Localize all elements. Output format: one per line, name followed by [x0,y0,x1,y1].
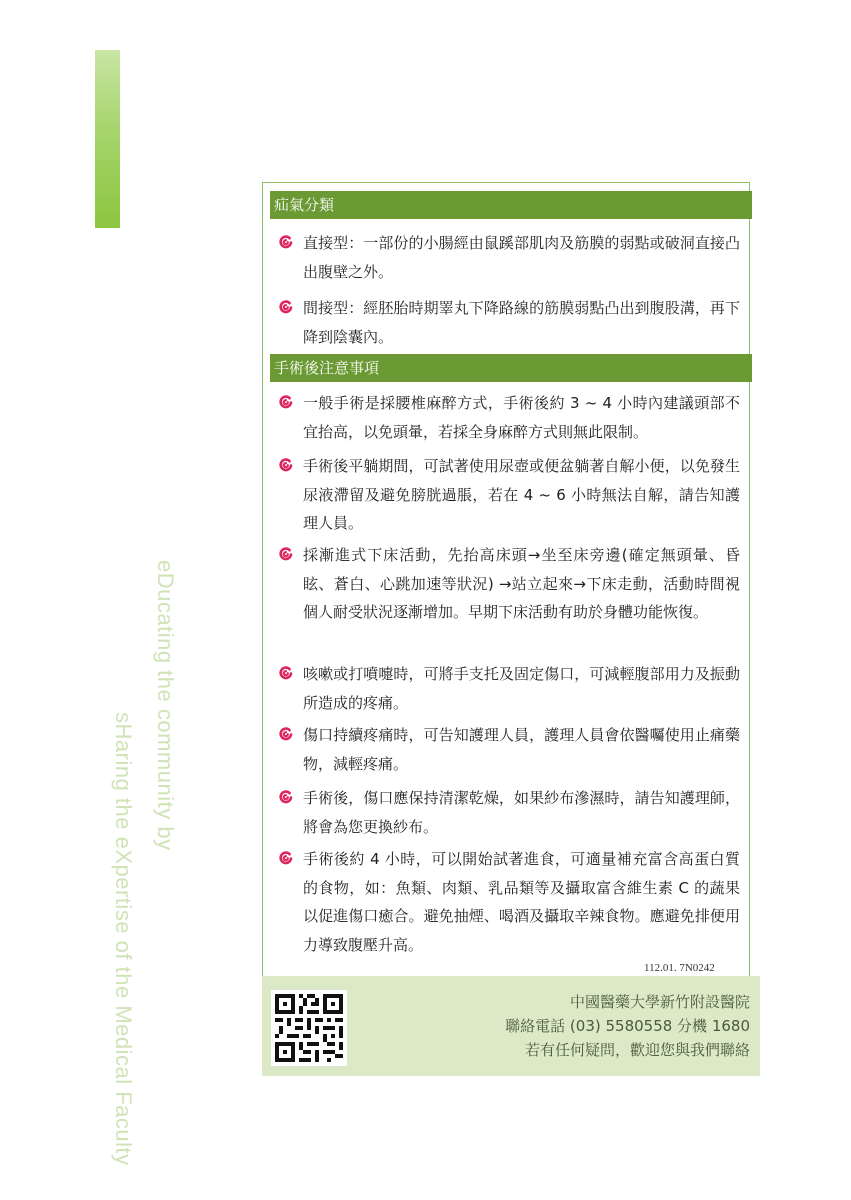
item-text: 直接型：一部份的小腸經由鼠蹊部肌肉及筋膜的弱點或破洞直接凸出腹壁之外。 [303,234,740,281]
list-item [278,721,740,778]
list-item [278,294,740,351]
swirl-bullet-icon [278,789,294,805]
list-item [278,541,740,627]
item-text: 咳嗽或打噴嚏時，可將手支托及固定傷口，可減輕腹部用力及振動所造成的疼痛。 [303,665,740,712]
section-header-postop-care: 手術後注意事項 [270,354,752,382]
qr-code[interactable] [271,990,347,1066]
item-text: 手術後平躺期間，可試著使用尿壺或便盆躺著自解小便，以免發生尿液滯留及避免膀胱過脹，若在 4 ~ 6 小時無法自解，請告知護理人員。 [303,457,740,533]
item-text: 一般手術是採腰椎麻醉方式，手術後約 3 ~ 4 小時內建議頭部不宜抬高，以免頭暈，若採全身麻醉方式則無此限制。 [303,394,740,441]
item-text: 間接型：經胚胎時期睪丸下降路線的筋膜弱點凸出到腹股溝，再下降到陰囊內。 [303,299,740,346]
item-text: 傷口持續疼痛時，可告知護理人員，護理人員會依醫囑使用止痛藥物，減輕疼痛。 [303,726,740,773]
swirl-bullet-icon [278,457,294,473]
swirl-bullet-icon [278,850,294,866]
swirl-bullet-icon [278,394,294,410]
vertical-slogan [102,560,186,1166]
item-text: 採漸進式下床活動，先抬高床頭→坐至床旁邊(確定無頭暈、昏眩、蒼白、心跳加速等狀況) →站立起來→下床走動，活動時間視個人耐受狀況逐漸增加。早期下床活動有助於身體功能恢復。 [303,546,740,622]
footer-contact-info [505,990,750,1062]
list-item [278,660,740,717]
slogan-line-2: sHaring the eXpertise of the Medical Faculty [111,712,136,1166]
qr-code-icon [275,994,343,1062]
document-code: 112.01. 7N0242 [644,962,715,974]
slogan-line-1: eDucating the community by [153,560,178,851]
contact-message: 若有任何疑問，歡迎您與我們聯絡 [524,1041,750,1059]
swirl-bullet-icon [278,665,294,681]
item-text: 手術後，傷口應保持清潔乾燥，如果紗布滲濕時，請告知護理師，將會為您更換紗布。 [303,789,740,836]
swirl-bullet-icon [278,546,294,562]
list-item [278,452,740,538]
list-item [278,845,740,959]
footer [262,976,760,1076]
list-item [278,229,740,286]
swirl-bullet-icon [278,726,294,742]
phone-line: 聯絡電話 (03) 5580558 分機 1680 [505,1017,750,1035]
swirl-bullet-icon [278,299,294,315]
hospital-name: 中國醫藥大學新竹附設醫院 [569,993,750,1011]
list-item [278,389,740,446]
swirl-bullet-icon [278,234,294,250]
list-item [278,784,740,841]
item-text: 手術後約 4 小時，可以開始試著進食，可適量補充富含高蛋白質的食物，如：魚類、肉類、乳品類等及攝取富含維生素 C 的蔬果以促進傷口癒合。避免抽煙、喝酒及攝取辛辣食物。應避免排便用力導致腹壓升高。 [303,850,740,954]
section-header-hernia-types: 疝氣分類 [270,191,752,219]
side-accent-bar [95,50,120,228]
